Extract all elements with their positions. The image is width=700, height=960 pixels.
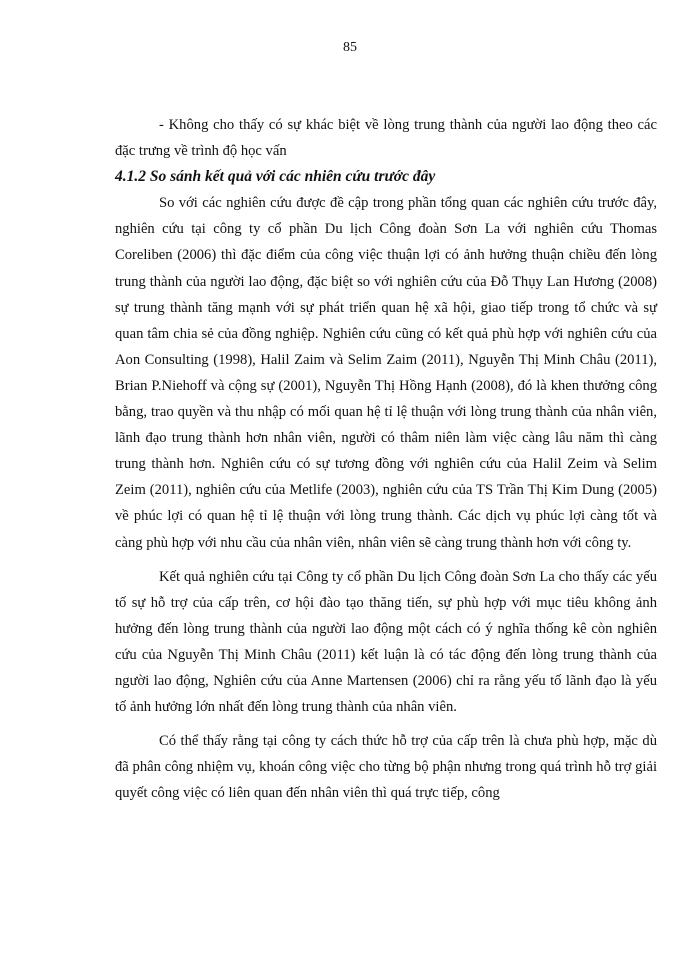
page-number: 85	[343, 40, 357, 55]
document-body	[115, 112, 657, 806]
section-heading: 4.1.2 So sánh kết quả với các nhiên cứu trước đây	[115, 168, 436, 186]
paragraph-comparison: So với các nghiên cứu được đề cập trong phần tổng quan các nghiên cứu trước đây, nghiên cứu tại công ty cổ phần Du lịch Công đoàn Sơn La với nghiên cứu Thomas Coreliben (2006) thì đặc điểm của công việc thuận lợi có ảnh hưởng thuận chiều đến lòng trung thành của người lao động, đặc biệt so với nghiên cứu của Đỗ Thụy Lan Hương (2008) sự trung thành tăng mạnh với sự phát triển quan hệ xã hội, giao tiếp trong tổ chức và sự quan tâm chia sẻ của đồng nghiệp. Nghiên cứu cũng có kết quả phù hợp với nghiên cứu của Aon Consulting (1998), Halil Zaim và Selim Zaim (2011), Nguyễn Thị Minh Châu (2011), Brian P.Niehoff và cộng sự (2001), Nguyễn Thị Hồng Hạnh (2008), đó là khen thưởng công bằng, trao quyền và thu nhập có mối quan hệ tỉ lệ thuận với lòng trung thành của nhân viên, lãnh đạo trung thành hơn nhân viên, người có thâm niên làm việc càng lâu năm thì càng trung thành hơn. Nghiên cứu có sự tương đồng với nghiên cứu của Halil Zeim và Selim Zeim (2011), nghiên cứu của Metlife (2003), nghiên cứu của TS Trần Thị Kim Dung (2005) về phúc lợi có quan hệ tỉ lệ thuận với lòng trung thành. Các dịch vụ phúc lợi càng tốt và càng phù hợp với nhu cầu của nhân viên, nhân viên sẽ càng trung thành hơn với công ty.	[115, 195, 657, 551]
paragraph-results: Kết quả nghiên cứu tại Công ty cổ phần Du lịch Công đoàn Sơn La cho thấy các yếu tố sự hỗ trợ của cấp trên, cơ hội đào tạo thăng tiến, sự phù hợp với mục tiêu không ảnh hưởng đến lòng trung thành của người lao động một cách có ý nghĩa thống kê còn nghiên cứu của Nguyễn Thị Minh Châu (2011) kết luận là có tác động đến lòng trung thành của người lao động, Nghiên cứu của Anne Martensen (2006) chỉ ra rằng yếu tố lãnh đạo là yếu tố ảnh hưởng lớn nhất đến lòng trung thành của nhân viên.	[115, 568, 657, 716]
bullet-line: - Không cho thấy có sự khác biệt về lòng trung thành của người lao động theo các đặc trưng về trình độ học vấn	[115, 117, 657, 160]
paragraph-support: Có thể thấy rằng tại công ty cách thức hỗ trợ của cấp trên là chưa phù hợp, mặc dù đã phân công nhiệm vụ, khoán công việc cho từng bộ phận nhưng trong quá trình hỗ trợ giải quyết công việc có liên quan đến nhân viên thì quá trực tiếp, công	[115, 733, 657, 802]
